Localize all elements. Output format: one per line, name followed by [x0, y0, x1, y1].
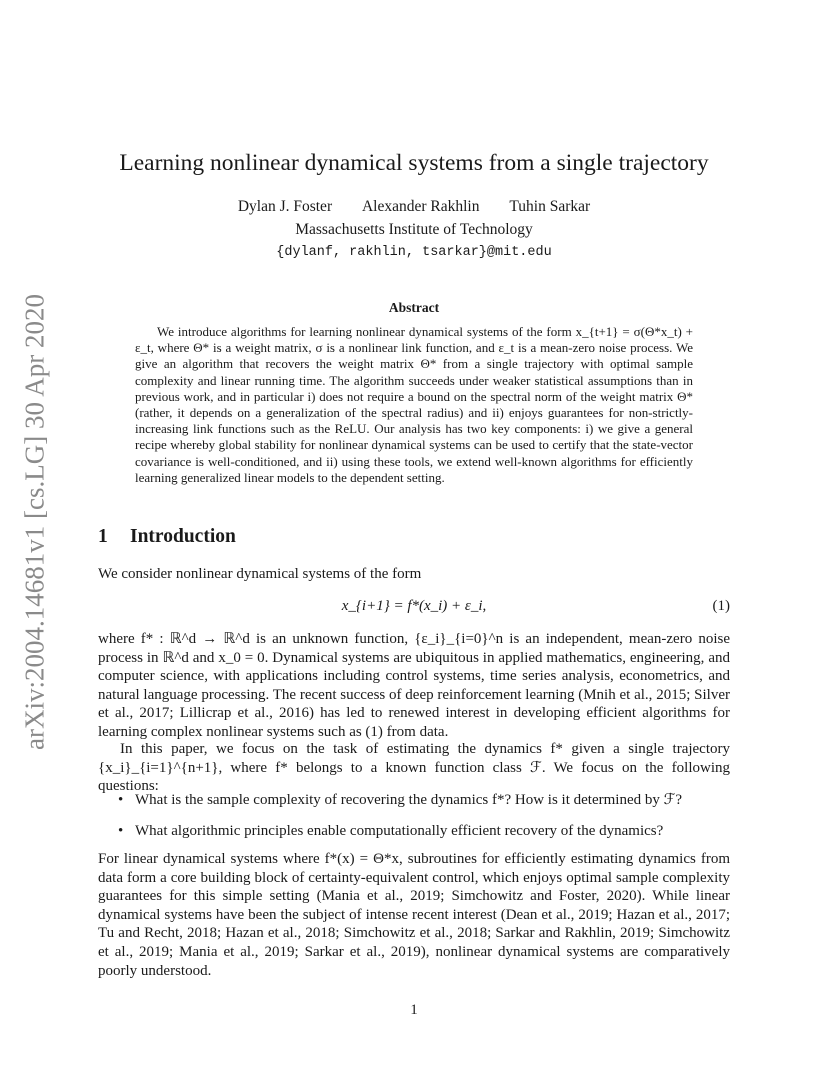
- arxiv-stamp-text: arXiv:2004.14681v1 [cs.LG] 30 Apr 2020: [19, 294, 50, 750]
- author-name: Dylan J. Foster: [237, 198, 333, 215]
- author-name: Alexander Rakhlin: [361, 198, 480, 215]
- abstract-body: [135, 324, 693, 486]
- arxiv-stamp: [18, 287, 52, 757]
- abstract-text: We introduce algorithms for learning nonlinear dynamical systems of the form x_{t+1} = σ(Θ*x_t) + ε_t, where Θ* is a weight matrix, σ is a nonlinear link function, and ε_t is a mean-zero noise process. We give an algorithm that recovers the weight matrix Θ* from a single trajectory with optimal sample complexity and linear running time. The algorithm succeeds under weaker statistical assumptions than in previous work, and in particular i) does not require a bound on the spectral norm of the weight matrix Θ* (rather, it depends on a generalization of the spectral radius) and ii) enjoys guarantees for non-strictly-increasing link functions such as the ReLU. Our analysis has two key components: i) we give a general recipe whereby global stability for nonlinear dynamical systems can be used to certify that the state-vector covariance is well-conditioned, and ii) using these tools, we extend well-known algorithms for efficiently learning generalized linear models to the dependent setting.: [135, 324, 693, 485]
- list-item: • What is the sample complexity of recovering the dynamics f*? How is it determined by ℱ?: [118, 791, 730, 810]
- author-name: Tuhin Sarkar: [509, 198, 591, 215]
- section-title: Introduction: [130, 526, 236, 547]
- intro-paragraph-2: [98, 630, 730, 742]
- paragraph-text: For linear dynamical systems where f*(x) = Θ*x, subroutines for efficiently estimating dynamics from data form a core building block of certainty-equivalent control, which enjoys optimal sample complexity guarantees for this simple setting (Mania et al., 2019; Simchowitz and Foster, 2020). While linear dynamical systems have been the subject of intense recent interest (Dean et al., 2019; Hazan et al., 2017; Tu and Recht, 2018; Hazan et al., 2018; Simchowitz et al., 2018; Sarkar and Rakhlin, 2019; Simchowitz et al., 2019; Mania et al., 2019; Sarkar et al., 2019), nonlinear dynamical systems are comparatively poorly understood.: [98, 851, 730, 979]
- paragraph-text: We consider nonlinear dynamical systems of the form: [98, 566, 422, 582]
- intro-paragraph-4: [98, 850, 730, 980]
- section-number: 1: [98, 526, 108, 547]
- abstract-heading: Abstract: [388, 300, 440, 315]
- list-item: • What algorithmic principles enable computationally efficient recovery of the dynamics?: [118, 822, 730, 841]
- question-list: [118, 791, 730, 853]
- intro-paragraph-3: [98, 740, 730, 796]
- intro-paragraph-1: [98, 565, 730, 584]
- section-heading: [98, 526, 236, 548]
- paragraph-text: where f* : ℝ^d → ℝ^d is an unknown function, {ε_i}_{i=0}^n is an independent, mean-zero noise process in ℝ^d and x_0 = 0. Dynamical systems are ubiquitous in applied mathematics, engineering, and computer science, with applications including control systems, time series analysis, econometrics, and natural language processing. The recent success of deep reinforcement learning (Mnih et al., 2015; Silver et al., 2017; Lillicrap et al., 2016) has led to renewed interest in developing efficient algorithms for learning complex nonlinear systems such as (1) from data.: [98, 631, 730, 740]
- author-list: [98, 198, 730, 216]
- paper-title: Learning nonlinear dynamical systems from a single trajectory: [119, 150, 709, 176]
- paragraph-text: In this paper, we focus on the task of estimating the dynamics f* given a single trajectory {x_i}_{i=1}^{n+1}, where f* belongs to a known function class ℱ. We focus on the following questions:: [98, 741, 730, 795]
- affiliation: Massachusetts Institute of Technology: [295, 221, 533, 238]
- page-number: 1: [410, 1002, 418, 1018]
- equation-formula: x_{i+1} = f*(x_i) + ε_i,: [341, 598, 487, 614]
- author-email: {dylanf, rakhlin, tsarkar}@mit.edu: [276, 245, 552, 260]
- equation-1: [98, 598, 730, 618]
- equation-number: (1): [712, 598, 730, 614]
